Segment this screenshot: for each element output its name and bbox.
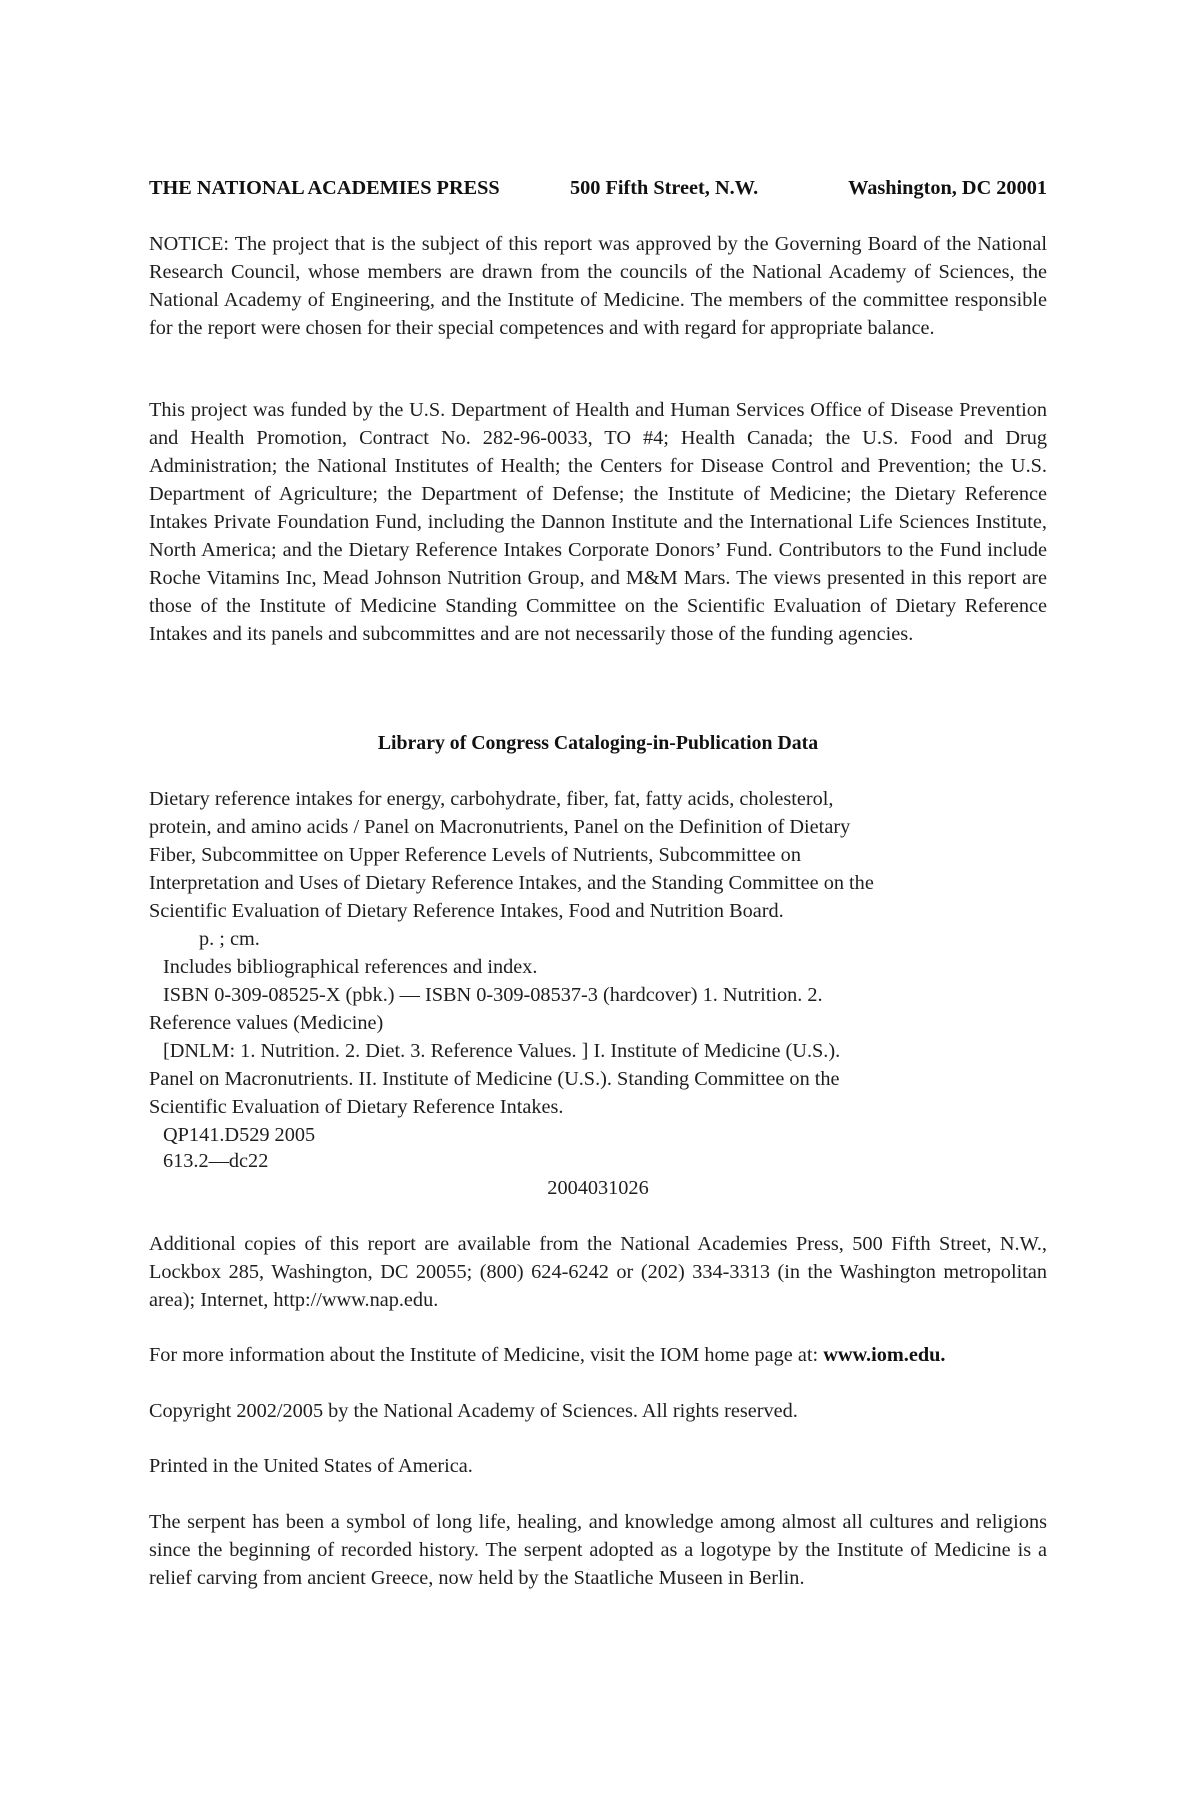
iom-info-paragraph <box>149 1341 1047 1369</box>
publisher-city: Washington, DC 20001 <box>848 177 1047 199</box>
publisher-name: THE NATIONAL ACADEMIES PRESS <box>149 177 500 199</box>
cip-bibliography: Includes bibliographical references and index. <box>163 956 538 978</box>
cip-lc-class: QP141.D529 2005 <box>163 1124 316 1146</box>
cip-heading: Library of Congress Cataloging-in-Publication Data <box>377 732 819 754</box>
cip-title-line: Interpretation and Uses of Dietary Reference Intakes, and the Standing Committee on the <box>149 872 874 894</box>
funding-paragraph: This project was funded by the U.S. Department of Health and Human Services Office of Disease Prevention and Health Promotion, Contract No. 282-96-0033, TO #4; Health Canada; the U.S. Food and Drug Administration; the National Institutes of Health; the Centers for Disease Control and Prevention; the U.S. Department of Agriculture; the Department of Defense; the Institute of Medicine; the Dietary Reference Intakes Private Foundation Fund, including the Dannon Institute and the International Life Sciences Institute, North America; and the Dietary Reference Intakes Corporate Donors’ Fund. Contributors to the Fund include Roche Vitamins Inc, Mead Johnson Nutrition Group, and M&M Mars. The views presented in this report are those of the Institute of Medicine Standing Committee on the Scientific Evaluation of Dietary Reference Intakes and its panels and subcommittes and are not necessarily those of the funding agencies. <box>149 399 1047 645</box>
cip-title-line: Fiber, Subcommittee on Upper Reference Levels of Nutrients, Subcommittee on <box>149 844 801 866</box>
cip-title-line: protein, and amino acids / Panel on Macronutrients, Panel on the Definition of Dietary <box>149 816 851 838</box>
cip-title-line: Dietary reference intakes for energy, carbohydrate, fiber, fat, fatty acids, cholesterol, <box>149 788 834 810</box>
cip-dnlm: [DNLM: 1. Nutrition. 2. Diet. 3. Reference Values. ] I. Institute of Medicine (U.S.). <box>163 1040 841 1062</box>
cip-dewey: 613.2—dc22 <box>163 1150 269 1172</box>
publisher-header <box>149 174 1047 202</box>
cip-isbn-continued: Reference values (Medicine) <box>149 1012 384 1034</box>
cip-dnlm-continued: Panel on Macronutrients. II. Institute of Medicine (U.S.). Standing Committee on the <box>149 1068 840 1090</box>
cip-dnlm-continued: Scientific Evaluation of Dietary Reference Intakes. <box>149 1096 564 1118</box>
copyright-notice: Copyright 2002/2005 by the National Academy of Sciences. All rights reserved. <box>149 1400 798 1422</box>
cip-isbn: ISBN 0-309-08525-X (pbk.) — ISBN 0-309-08537-3 (hardcover) 1. Nutrition. 2. <box>163 984 823 1006</box>
iom-website-link[interactable]: www.iom.edu. <box>823 1344 946 1366</box>
additional-copies-paragraph: Additional copies of this report are available from the National Academies Press, 500 Fifth Street, N.W., Lockbox 285, Washington, DC 20055; (800) 624-6242 or (202) 334-3313 (in the Washington metropolitan area); Internet, http://www.nap.edu. <box>149 1233 1047 1311</box>
iom-info-text: For more information about the Institute of Medicine, visit the IOM home page at: <box>149 1344 824 1366</box>
cip-pagination: p. ; cm. <box>199 928 260 950</box>
printed-notice: Printed in the United States of America. <box>149 1455 473 1477</box>
publisher-street: 500 Fifth Street, N.W. <box>570 177 759 199</box>
notice-paragraph: NOTICE: The project that is the subject of this report was approved by the Governing Board of the National Research Council, whose members are drawn from the councils of the National Academy of Sciences, the National Academy of Engineering, and the Institute of Medicine. The members of the committee responsible for the report were chosen for their special competences and with regard for appropriate balance. <box>149 233 1047 339</box>
cip-title-line: Scientific Evaluation of Dietary Reference Intakes, Food and Nutrition Board. <box>149 900 784 922</box>
cip-lccn: 2004031026 <box>547 1177 649 1199</box>
serpent-paragraph: The serpent has been a symbol of long life, healing, and knowledge among almost all cultures and religions since the beginning of recorded history. The serpent adopted as a logotype by the Institute of Medicine is a relief carving from ancient Greece, now held by the Staatliche Museen in Berlin. <box>149 1511 1047 1589</box>
